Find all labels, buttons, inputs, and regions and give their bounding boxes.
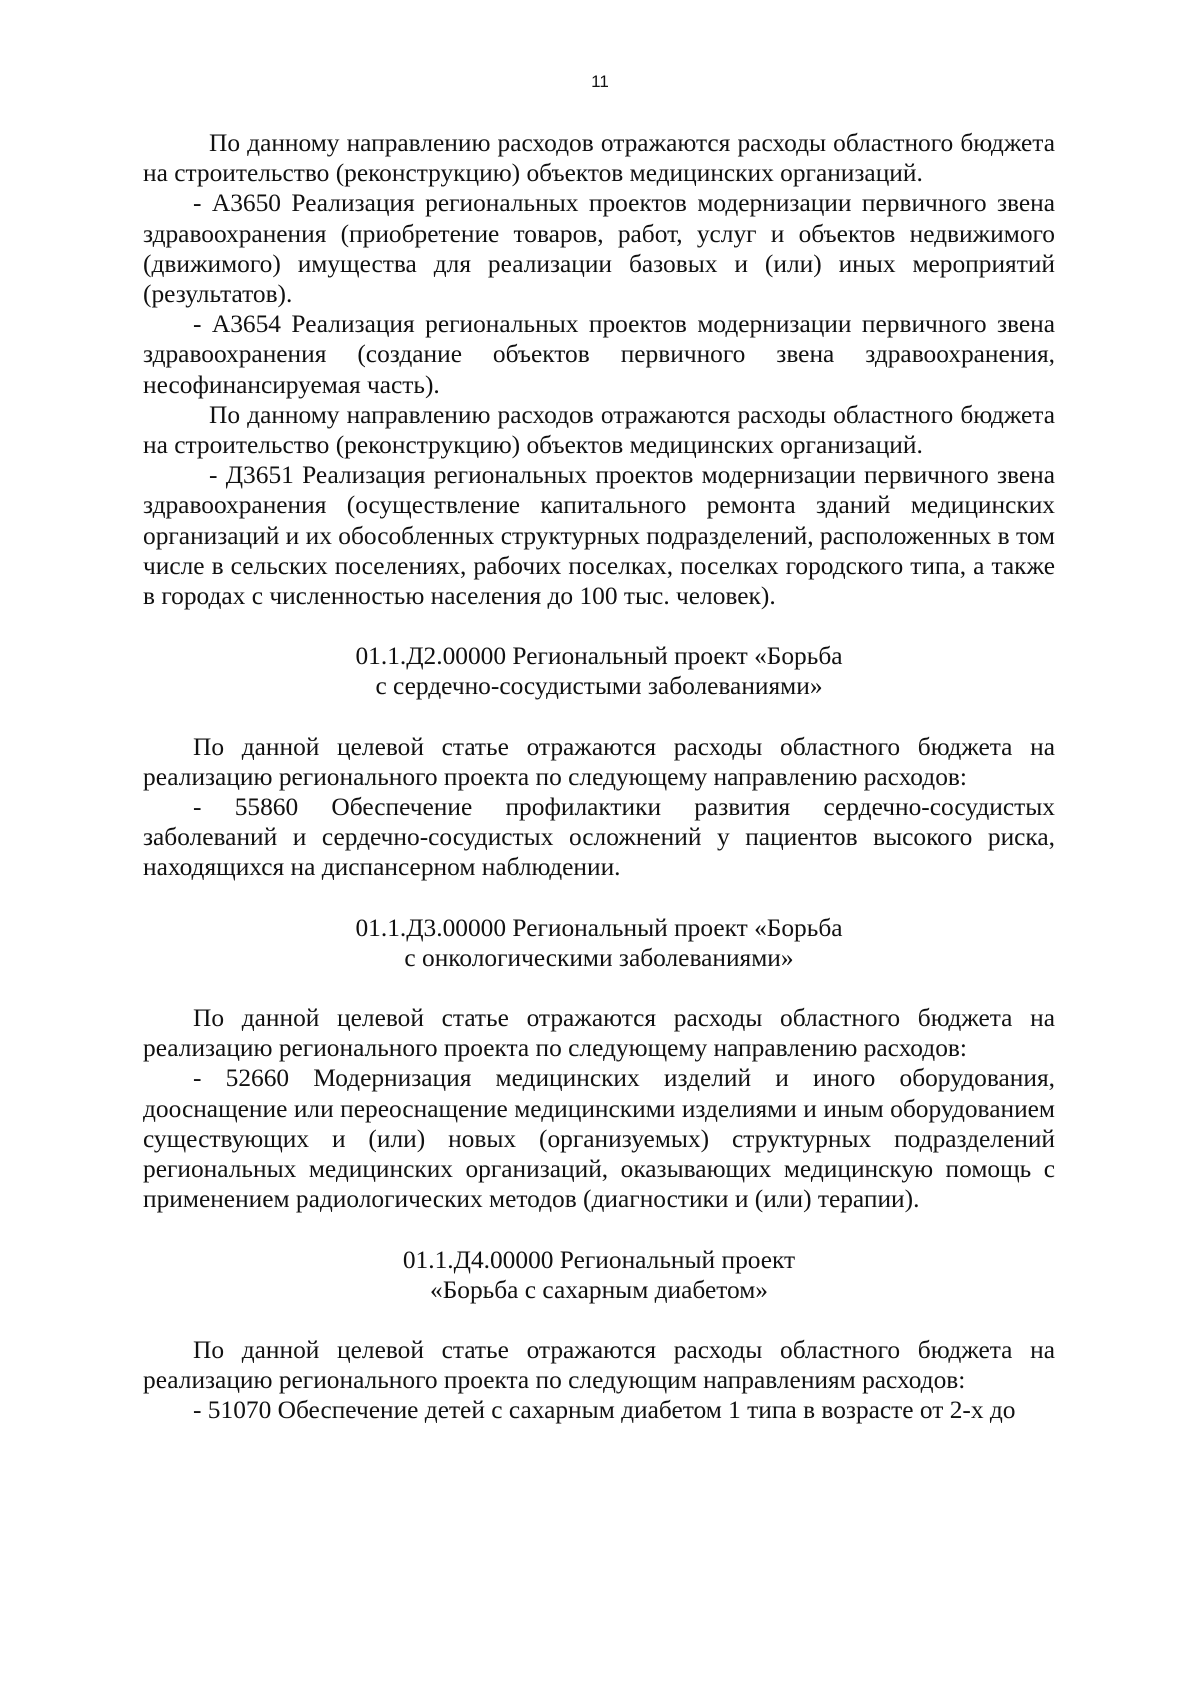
section-heading (143, 913, 1055, 973)
paragraph: По данному направлению расходов отражаются расходы областного бюджета на строительство (реконструкцию) объектов медицинских организаций. (143, 129, 1055, 188)
list-item: - 51070 Обеспечение детей с сахарным диабетом 1 типа в возрасте от 2-х до (193, 1396, 1016, 1425)
list-item: - 55860 Обеспечение профилактики развития сердечно-сосудистых заболеваний и сердечно-сосудистых осложнений у пациентов высокого риска, находящихся на диспансерном наблюдении. (143, 793, 1055, 882)
list-item: - А3654 Реализация региональных проектов модернизации первичного звена здравоохранения (создание объектов первичного звена здравоохранения, несофинансируемая часть). (143, 310, 1055, 399)
page-number: 11 (591, 72, 609, 91)
section-heading-line: 01.1.Д4.00000 Региональный проект (402, 1245, 796, 1274)
section-heading (143, 1245, 1055, 1305)
section-heading (143, 641, 1055, 701)
section-heading-line: с онкологическими заболеваниями» (404, 943, 794, 972)
list-item: - Д3651 Реализация региональных проектов модернизации первичного звена здравоохранения (осуществление капитального ремонта зданий медицинских организаций и их обособленных структурных подразделений, расположенных в том числе в сельских поселениях, рабочих поселках, поселках городского типа, а также в городах с численностью населения до 100 тыс. человек). (143, 461, 1055, 611)
document-body (143, 128, 1055, 1426)
list-item: - 52660 Модернизация медицинских изделий и иного оборудования, дооснащение или переоснащение медицинскими изделиями и иным оборудованием существующих и (или) новых (организуемых) структурных подразделений региональных медицинских организаций, оказывающих медицинскую помощь с применением радиологических методов (диагностики и (или) терапии). (143, 1064, 1055, 1214)
section-heading-line: «Борьба с сахарным диабетом» (430, 1275, 768, 1304)
paragraph: По данной целевой статье отражаются расходы областного бюджета на реализацию регионального проекта по следующему направлению расходов: (143, 732, 1055, 791)
paragraph: По данной целевой статье отражаются расходы областного бюджета на реализацию регионального проекта по следующему направлению расходов: (143, 1004, 1055, 1063)
paragraph: По данной целевой статье отражаются расходы областного бюджета на реализацию регионального проекта по следующим направлениям расходов: (143, 1335, 1055, 1395)
list-item: - А3650 Реализация региональных проектов модернизации первичного звена здравоохранения (приобретение товаров, работ, услуг и объектов недвижимого (движимого) имущества для реализации базовых и (или) иных мероприятий (результатов). (143, 189, 1055, 309)
paragraph: По данному направлению расходов отражаются расходы областного бюджета на строительство (реконструкцию) объектов медицинских организаций. (143, 400, 1055, 460)
section-heading-line: 01.1.Д3.00000 Региональный проект «Борьба (355, 913, 843, 942)
section-heading-line: с сердечно-сосудистыми заболеваниями» (375, 672, 823, 701)
section-heading-line: 01.1.Д2.00000 Региональный проект «Борьба (355, 642, 843, 671)
